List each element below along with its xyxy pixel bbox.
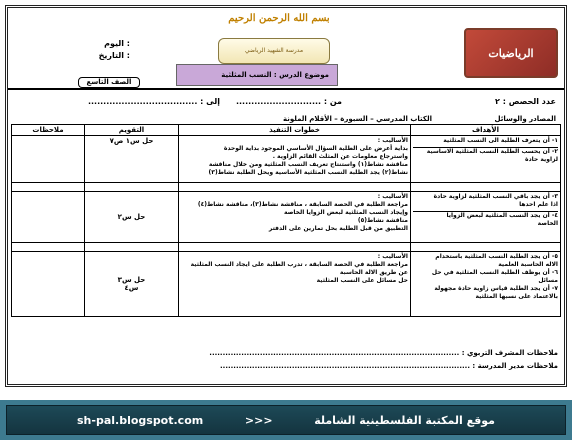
periods-count: عدد الحصص : ٢ bbox=[495, 97, 556, 106]
objectives-cell bbox=[411, 252, 561, 317]
step-line: وإيجاد النسب المثلثية لبعض الزوايا الخاصة bbox=[283, 209, 408, 216]
step-line: مراجعة الطلبة في الحصة السابقة ، تدرب الطلبة على ايجاد النسب المثلثية bbox=[190, 261, 408, 268]
header-evaluation: التقويم bbox=[85, 125, 179, 136]
from-label: من : ............................ bbox=[235, 97, 342, 106]
footer-arrows: <<< bbox=[244, 413, 273, 427]
day-label: : اليوم bbox=[104, 39, 130, 48]
footer-url-link[interactable]: sh-pal.blogspot.com bbox=[77, 413, 204, 427]
step-line: الأساليب : bbox=[377, 193, 408, 200]
date-block bbox=[40, 38, 130, 62]
footer-site-name: موقع المكتبة الفلسطينية الشاملة bbox=[314, 413, 495, 427]
step-line: مراجعة الطلبة في الحصة السابقة ، مناقشة نشاط(٣)، مناقشة نشاط(٤) bbox=[197, 201, 408, 208]
step-line: الأساليب : bbox=[377, 253, 408, 260]
objectives-cell bbox=[411, 136, 561, 183]
evaluation-cell: حل س٣ س٤ bbox=[85, 252, 179, 317]
table-divider bbox=[12, 243, 561, 252]
objective-item: ٥- أن يجد الطلبة النسب المثلثية باستخدام bbox=[435, 253, 558, 260]
header-divider bbox=[8, 88, 564, 90]
objective-item: ٣- أن يجد باقي النسب المثلثية لزاوية حادة bbox=[433, 193, 558, 200]
step-line: بداية أعرض على الطلبة السؤال الأساسي الموجود بداية الوحدة bbox=[223, 145, 408, 152]
objective-item: ٤- أن يجد النسب المثلثية لبعض الزوايا bbox=[446, 212, 558, 219]
notes-cell bbox=[12, 252, 85, 317]
objective-item: بالاعتماد على نسبها المثلثية bbox=[475, 293, 558, 300]
step-line: الأساليب : bbox=[377, 137, 408, 144]
objective-item: ١- أن يتعرف الطلبة الى النسب المثلثية bbox=[413, 137, 558, 148]
step-line: واسترجاع معلومات عن المثلث القائم الزاوية . bbox=[272, 153, 408, 160]
header-steps: خطوات التنفيذ bbox=[179, 125, 411, 136]
lesson-title: موضوع الدرس : النسب المثلثية bbox=[221, 71, 329, 79]
to-label: إلى : .................................... bbox=[87, 97, 220, 106]
school-name: مدرسة الشهيد الرياضي bbox=[244, 47, 304, 54]
objective-item: اذا علم احدها bbox=[413, 201, 558, 212]
footer-banner bbox=[0, 400, 572, 440]
lesson-title-box bbox=[176, 64, 338, 86]
subject-badge-text: الرياضيات bbox=[488, 46, 534, 60]
objective-item: الخاصة bbox=[537, 220, 558, 227]
basmala-text: بسم الله الرحمن الرحيم bbox=[228, 13, 330, 24]
objectives-cell bbox=[411, 192, 561, 243]
objective-item: ٦- أن يوظف الطلبة النسب المثلثية في حل مسائل bbox=[431, 269, 558, 284]
resources-value: الكتاب المدرسي – السبورة – الأقلام الملونة bbox=[282, 115, 432, 123]
objective-item: ٧- أن يجد الطلبة قياس زاوية حادة مجهولة bbox=[434, 285, 558, 292]
table-header-row bbox=[12, 125, 561, 136]
steps-cell bbox=[179, 136, 411, 183]
table-divider bbox=[12, 183, 561, 192]
subject-badge-book bbox=[464, 28, 558, 78]
steps-cell bbox=[179, 252, 411, 317]
school-scroll bbox=[218, 38, 330, 64]
footer-inner bbox=[6, 405, 566, 435]
table-row bbox=[12, 252, 561, 317]
step-line: عن طريق الالة الحاسبة bbox=[339, 269, 408, 276]
principal-notes: ملاحظات مدير المدرسة : .............................................................................................. bbox=[220, 362, 558, 370]
objective-item: الاله الحاسبة العلمية bbox=[498, 261, 558, 268]
step-line: مناقشة نشاط(٥) bbox=[357, 217, 408, 224]
class-badge: الصف التاسع bbox=[78, 77, 140, 88]
table-row bbox=[12, 192, 561, 243]
lesson-plan-table bbox=[11, 124, 561, 317]
objective-item: ٢- أن يحسب الطلبة النسب المثلثية الاساسية لزاوية حادة bbox=[426, 148, 558, 163]
step-line: نشاط(٢) يجد الطلبة النسب المثلثية الأساسية ويحل الطلبة نشاط(٣) bbox=[208, 169, 408, 176]
table-row bbox=[12, 136, 561, 183]
step-line: التطبيق من قبل الطلبة بحل تمارين على الدفتر bbox=[268, 225, 408, 232]
header-objectives: الأهداف bbox=[411, 125, 561, 136]
evaluation-cell: حل س٢ bbox=[85, 192, 179, 243]
evaluation-cell: حل س١ ص٧ bbox=[85, 136, 179, 183]
date-label: : التاريخ bbox=[98, 51, 130, 60]
header-notes: ملاحظات bbox=[12, 125, 85, 136]
notes-cell bbox=[12, 192, 85, 243]
supervisor-notes: ملاحظات المشرف التربوي : .............................................................................................. bbox=[209, 349, 558, 357]
step-line: مناقشة نشاط(١) واستنتاج تعريف النسب المثلثية ومن خلال مناقشة bbox=[208, 161, 408, 168]
resources-label: المصادر والوسائل bbox=[494, 115, 556, 123]
notes-cell bbox=[12, 136, 85, 183]
steps-cell bbox=[179, 192, 411, 243]
step-line: حل مسائل على النسب المثلثية bbox=[316, 277, 408, 284]
